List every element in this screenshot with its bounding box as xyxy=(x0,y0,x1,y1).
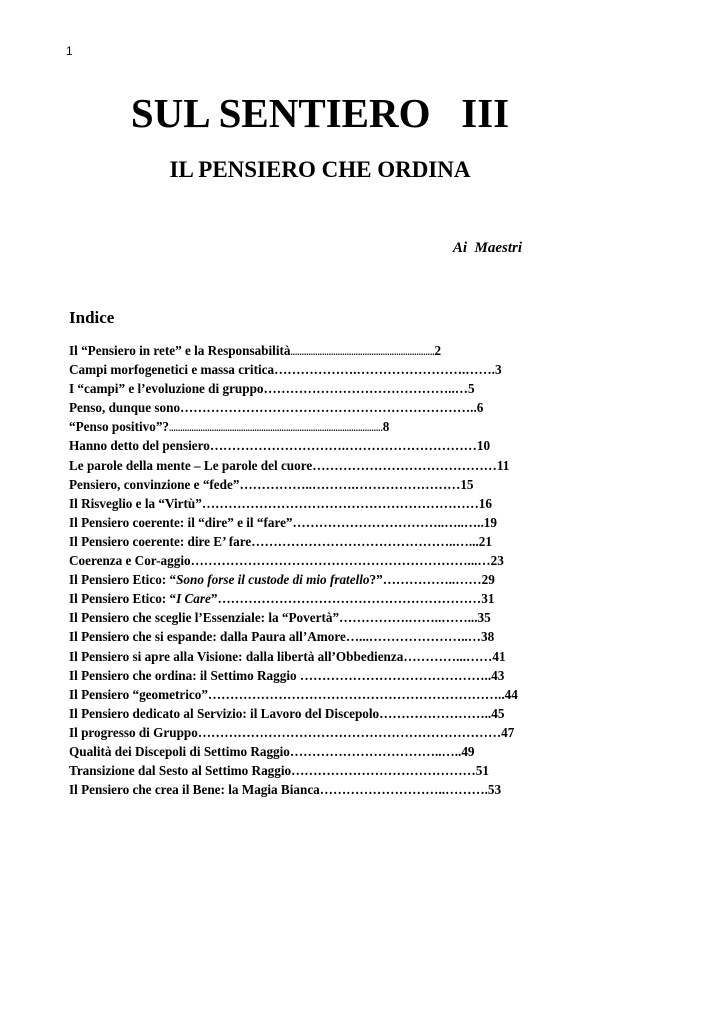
toc-entry xyxy=(69,436,589,455)
toc-entry-title: Il Pensiero che ordina: il Settimo Raggio xyxy=(69,667,297,683)
toc-entry-title: Le parole della mente – Le parole del cuore xyxy=(69,457,313,473)
toc-entry-leader: ………………………………………………………….. xyxy=(180,400,477,416)
toc-entry xyxy=(69,685,589,704)
toc-entry-leader: ……………..…… xyxy=(382,572,482,588)
toc-entry-title-italic: Sono forse il custode di mio fratello xyxy=(176,572,370,588)
toc-entry-title: Il progresso di Gruppo xyxy=(69,724,198,740)
toc-entry-leader: ……………..……….…………………… xyxy=(239,476,461,492)
toc-entry-title: Il “Pensiero in rete” e la Responsabilità xyxy=(69,343,291,358)
toc-entry-leader: …...…………………..… xyxy=(345,629,481,645)
toc-entry-title: Penso, dunque sono xyxy=(69,400,181,416)
toc-entry-page: 23 xyxy=(490,553,504,569)
toc-entry-title-suffix: ?” xyxy=(369,572,383,588)
toc-entry xyxy=(69,570,589,589)
toc-entry xyxy=(69,647,589,666)
toc-entry xyxy=(69,627,589,646)
toc-entry xyxy=(69,494,589,513)
toc-entry-page: 15 xyxy=(460,476,474,492)
toc-entry-leader: …………………………………… xyxy=(291,763,476,779)
toc-entry-title: Coerenza e Cor-aggio xyxy=(69,553,191,569)
toc-entry-leader: …………………………………… xyxy=(312,457,497,473)
toc-entry-page: 31 xyxy=(481,591,495,607)
toc-entry-page: 53 xyxy=(487,782,502,798)
toc-entry-title: Il Pensiero Etico: “ xyxy=(69,591,177,607)
document-subtitle: IL PENSIERO CHE ORDINA xyxy=(169,157,471,182)
toc-entry xyxy=(69,589,589,608)
toc-entry-leader: …………………………………………………… xyxy=(217,591,482,607)
toc-entry-page: 2 xyxy=(434,343,442,358)
toc-entry-page: 16 xyxy=(478,495,492,511)
toc-entry-title: Il Pensiero che sceglie l’Essenziale: la “Povertà” xyxy=(69,610,340,626)
toc-entry xyxy=(69,456,589,475)
toc-entry-leader: ………………………………………………………...… xyxy=(190,553,491,569)
table-of-contents xyxy=(69,341,589,799)
toc-entry xyxy=(69,532,589,551)
toc-entry-page: 11 xyxy=(496,457,510,473)
toc-entry-page: .3 xyxy=(491,362,502,378)
toc-entry xyxy=(69,761,589,780)
toc-entry-title: Il Pensiero dedicato al Servizio: il Lavoro del Discepolo xyxy=(69,705,380,721)
toc-entry-title: “Penso positivo”? xyxy=(69,419,170,435)
toc-entry xyxy=(69,608,589,627)
toc-entry-title: Il Pensiero che crea il Bene: la Magia Bianca xyxy=(69,782,320,798)
toc-entry xyxy=(69,379,589,398)
toc-entry-page: 44 xyxy=(504,686,518,702)
toc-entry-title-suffix: ” xyxy=(210,591,218,607)
toc-entry-leader: …………………………………………………………… xyxy=(197,724,502,740)
document-title: SUL SENTIERO III xyxy=(130,90,510,136)
toc-entry-title: Campi morfogenetici e massa critica xyxy=(69,362,275,378)
toc-entry xyxy=(69,666,589,685)
toc-entry-leader: …………………….. xyxy=(379,705,492,721)
toc-entry-title: Il Pensiero che si espande: dalla Paura all’Amore xyxy=(69,629,346,645)
toc-entry xyxy=(69,704,589,723)
toc-entry-leader: …………….……..……... xyxy=(339,610,478,626)
page-number: 1 xyxy=(66,44,73,58)
toc-entry-title: Transizione dal Sesto al Settimo Raggio xyxy=(69,763,292,779)
toc-entry-leader: …………...…… xyxy=(403,648,493,664)
toc-entry-leader: ............................................................................................... xyxy=(169,423,383,434)
toc-entry-page: 6 xyxy=(476,400,484,416)
toc-entry-page: 29 xyxy=(481,572,495,588)
dedication: Ai Maestri xyxy=(452,240,522,256)
toc-entry-page: 35 xyxy=(477,610,491,626)
toc-entry-page: 45 xyxy=(491,705,505,721)
toc-entry-leader: …………………………………….. xyxy=(296,667,492,683)
toc-entry-page: 19 xyxy=(483,514,497,530)
toc-entry-leader: ................................................................ xyxy=(290,347,435,357)
index-heading: Indice xyxy=(69,308,115,327)
toc-entry-title: Il Pensiero coerente: il “dire” e il “fare” xyxy=(69,514,293,530)
toc-entry-leader: ……………….…………………….…… xyxy=(274,362,492,378)
toc-entry xyxy=(69,341,589,360)
toc-entry-title: Il Pensiero coerente: dire E’ fare xyxy=(69,533,252,549)
toc-entry-title: Il Pensiero si apre alla Visione: dalla libertà all’Obbedienza xyxy=(69,648,404,664)
toc-entry xyxy=(69,417,589,436)
toc-entry-page: 5 xyxy=(467,381,475,397)
toc-entry-title-italic: I Care xyxy=(176,591,211,607)
toc-entry-title: Qualità dei Discepoli di Settimo Raggio xyxy=(69,743,290,759)
toc-entry-page: 8 xyxy=(382,419,390,435)
toc-entry xyxy=(69,398,589,417)
toc-entry-title: Il Pensiero “geometrico” xyxy=(69,686,208,702)
toc-entry-leader: ………………………………………..…... xyxy=(251,533,479,549)
toc-entry-leader: ……………………………..…..….. xyxy=(292,514,484,530)
toc-entry xyxy=(69,513,589,532)
toc-entry-page: 21 xyxy=(478,533,492,549)
toc-entry-page: 47 xyxy=(501,724,515,740)
toc-entry-title: Il Risveglio e la “Virtù” xyxy=(69,495,202,511)
toc-entry-title: Pensiero, convinzione e “fede” xyxy=(69,476,240,492)
toc-entry-page: 38 xyxy=(480,629,495,645)
toc-entry-leader: ……………………………………..… xyxy=(263,381,468,397)
toc-entry-leader: ……………………………………………………… xyxy=(201,495,479,511)
toc-entry-leader: ………………………….………………………… xyxy=(209,438,477,454)
toc-entry-leader: ………………………..………. xyxy=(319,782,488,798)
toc-entry-leader: ……………………………..….. xyxy=(289,743,462,759)
toc-entry-title: Hanno detto del pensiero xyxy=(69,438,210,454)
toc-entry-page: 49 xyxy=(461,743,475,759)
toc-entry xyxy=(69,551,589,570)
toc-entry-page: 43 xyxy=(491,667,505,683)
toc-entry-page: 51 xyxy=(475,763,489,779)
toc-entry xyxy=(69,475,589,494)
toc-entry xyxy=(69,742,589,761)
toc-entry-page: 41 xyxy=(492,648,506,664)
toc-entry-title: Il Pensiero Etico: “ xyxy=(69,572,177,588)
toc-entry xyxy=(69,723,589,742)
toc-entry-title: I “campi” e l’evoluzione di gruppo xyxy=(69,381,264,397)
toc-entry-page: 10 xyxy=(476,438,491,454)
toc-entry xyxy=(69,360,589,379)
toc-entry xyxy=(69,780,589,799)
toc-entry-leader: ………………………………………………………….. xyxy=(207,686,505,702)
